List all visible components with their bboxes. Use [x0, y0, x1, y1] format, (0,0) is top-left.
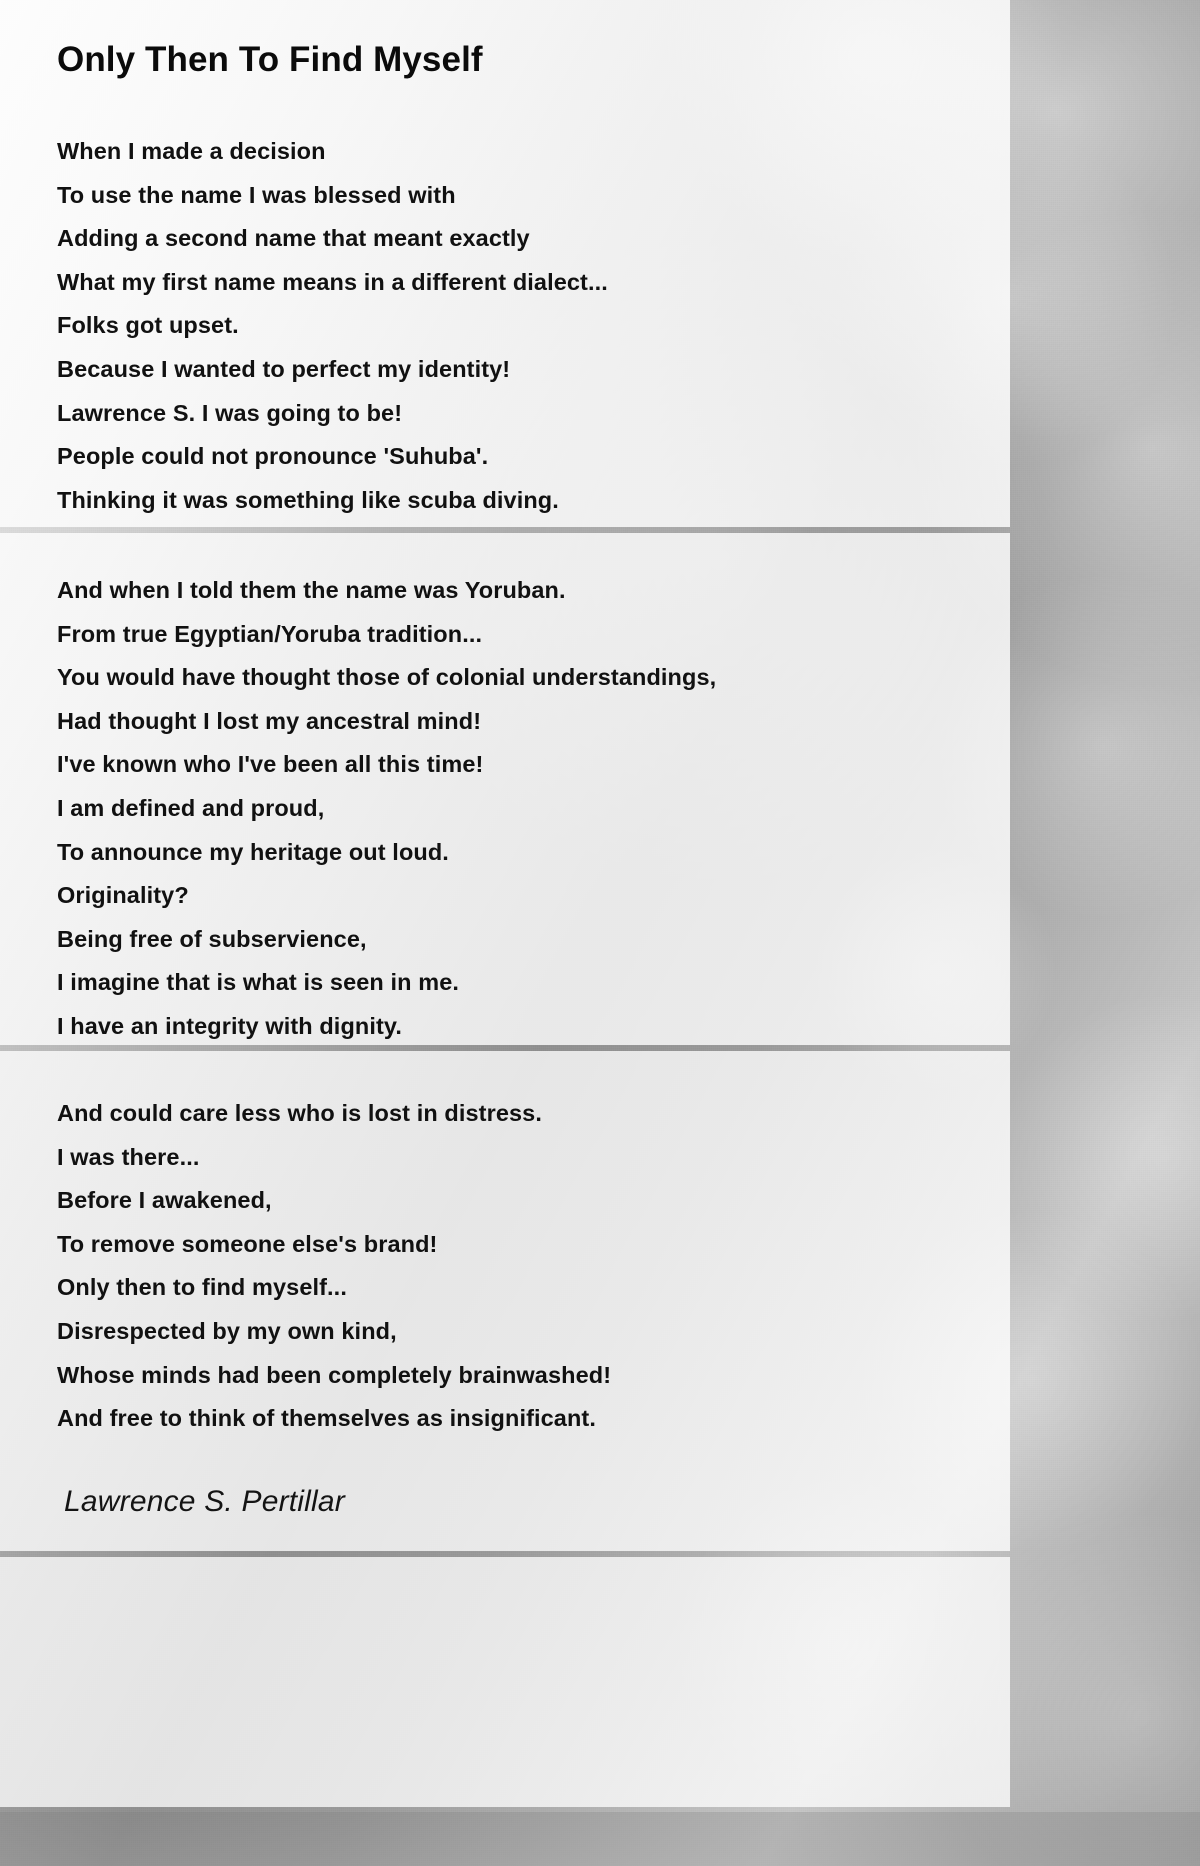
poem-line: Disrespected by my own kind, [57, 1317, 397, 1344]
poem-line: What my first name means in a different dialect... [57, 268, 608, 295]
page-title: Only Then To Find Myself [57, 40, 483, 79]
author-name: Lawrence S. Pertillar [64, 1485, 345, 1518]
poem-line: To remove someone else's brand! [57, 1230, 438, 1257]
poem-line: I was there... [57, 1143, 200, 1170]
poem-line: Had thought I lost my ancestral mind! [57, 707, 482, 734]
poem-line: Originality? [57, 882, 189, 909]
poem-line: And could care less who is lost in distress. [57, 1100, 542, 1126]
poem-line: Only then to find myself... [57, 1274, 347, 1301]
poem-line: Whose minds had been completely brainwashed! [57, 1361, 612, 1388]
poem-line: Because I wanted to perfect my identity! [57, 355, 511, 382]
poem-line: To announce my heritage out loud. [57, 838, 449, 865]
stanza-3 [57, 1092, 987, 1441]
poem-line: And free to think of themselves as insignificant. [57, 1405, 596, 1432]
poem-line: Lawrence S. I was going to be! [57, 399, 403, 426]
poem-line: I have an integrity with dignity. [57, 1012, 402, 1039]
poem-line: To use the name I was blessed with [57, 181, 456, 208]
poem-line: I am defined and proud, [57, 794, 325, 821]
stanza-2 [57, 569, 987, 1049]
poem-line: I've known who I've been all this time! [57, 751, 484, 778]
poem-line: Folks got upset. [57, 312, 239, 339]
poem-line: People could not pronounce 'Suhuba'. [57, 443, 489, 470]
stanza-1 [57, 130, 987, 522]
poem-line: I imagine that is what is seen in me. [57, 969, 460, 996]
poem-line: From true Egyptian/Yoruba tradition... [57, 620, 483, 647]
poem-line: And when I told them the name was Yoruban. [57, 577, 566, 603]
poem-line: Adding a second name that meant exactly [57, 225, 530, 252]
poem-line: When I made a decision [57, 138, 326, 164]
poem-line: Being free of subservience, [57, 925, 367, 952]
poem-line: Thinking it was something like scuba diving. [57, 486, 559, 513]
poem-line: Before I awakened, [57, 1187, 272, 1214]
poem-line: You would have thought those of colonial understandings, [57, 664, 717, 691]
